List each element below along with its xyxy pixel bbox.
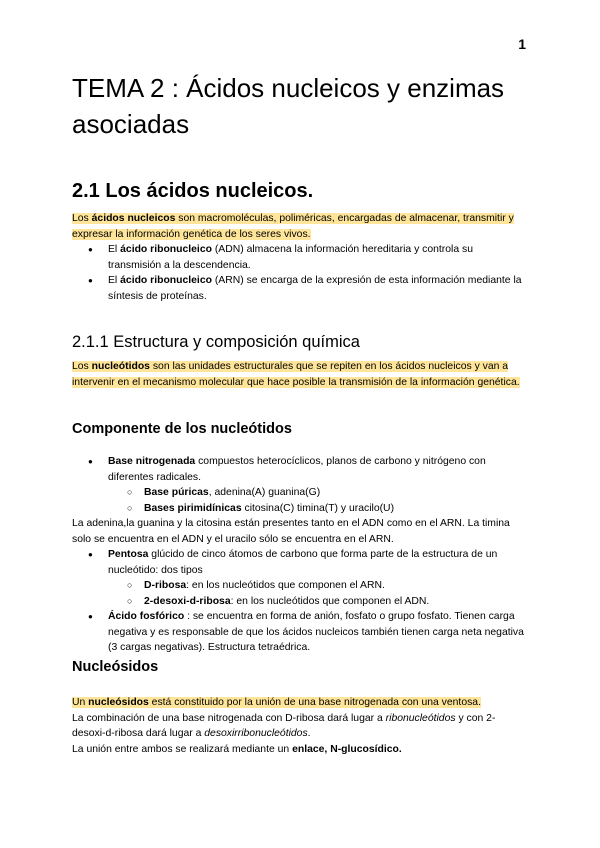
list-item-adn: ● El ácido ribonucleico (ADN) almacena la información hereditaria y controla su transmisión a la descendencia. bbox=[72, 242, 528, 273]
list-item-desoxi-ribosa: ○ 2-desoxi-d-ribosa: en los nucleótidos que componen el ADN. bbox=[72, 594, 528, 610]
nucleotidos-definition bbox=[72, 359, 528, 390]
section-heading-estructura: 2.1.1 Estructura y composición química bbox=[72, 333, 360, 351]
highlighted-text: Los nucleótidos son las unidades estructurales que se repiten en los ácidos nucleicos y van a intervenir en el mecanismo molecular que hace posible la transmisión de la información genética. bbox=[72, 361, 520, 388]
components-list-2 bbox=[72, 547, 528, 656]
list-item-bases-puricas: ○ Base púricas, adenina(A) guanina(G) bbox=[72, 485, 528, 501]
nucleosidos-body bbox=[72, 695, 528, 757]
acidos-nucleicos-definition bbox=[72, 211, 528, 242]
nucleosidos-bond: La unión entre ambos se realizará mediante un enlace, N-glucosídico. bbox=[72, 743, 402, 755]
document-title: TEMA 2 : Ácidos nucleicos y enzimas asociadas bbox=[72, 73, 505, 139]
components-body bbox=[72, 454, 528, 656]
bases-note: La adenina,la guanina y la citosina están presentes tanto en el ADN como en el ARN. La timina solo se encuentra en el ADN y el uracilo sólo se encuentra en el ARN. bbox=[72, 518, 510, 545]
highlighted-text: Un nucleósidos está constituido por la unión de una base nitrogenada con una ventosa. bbox=[72, 697, 481, 708]
section-2-body bbox=[72, 359, 528, 390]
heading-componentes: Componente de los nucleótidos bbox=[72, 421, 292, 437]
acidos-list bbox=[72, 242, 528, 304]
list-item-acido-fosforico: ● Ácido fosfórico : se encuentra en forma de anión, fosfato o grupo fosfato. Tienen carga negativa y es responsable de que los ácidos nucleicos también tienen carga neta negativa (3 cargas negativas). Estructura tetraédrica. bbox=[72, 609, 528, 656]
list-item-arn: ● El ácido ribonucleico (ARN) se encarga de la expresión de esta información mediante la síntesis de proteínas. bbox=[72, 273, 528, 304]
nucleosidos-definition bbox=[72, 695, 528, 711]
section-heading-acidos-nucleicos: 2.1 Los ácidos nucleicos. bbox=[72, 180, 314, 202]
page-number: 1 bbox=[518, 36, 526, 52]
heading-nucleosidos: Nucleósidos bbox=[72, 659, 159, 675]
nucleosidos-combination: La combinación de una base nitrogenada con D-ribosa dará lugar a ribonucleótidos y con 2-desoxi-d-ribosa dará lugar a desoxirribonucleótidos. bbox=[72, 712, 496, 739]
highlighted-text: Los ácidos nucleicos son macromoléculas, poliméricas, encargadas de almacenar, transmitir y expresar la información genética de los seres vivos. bbox=[72, 213, 514, 240]
section-1-body bbox=[72, 211, 528, 304]
list-item-pentosa: ● Pentosa glúcido de cinco átomos de carbono que forma parte de la estructura de un nucleótido: dos tipos bbox=[72, 547, 528, 578]
list-item-d-ribosa: ○ D-ribosa: en los nucleótidos que componen el ARN. bbox=[72, 578, 528, 594]
components-list bbox=[72, 454, 528, 516]
list-item-base-nitrogenada: ● Base nitrogenada compuestos heterocíclicos, planos de carbono y nitrógeno con diferentes radicales. bbox=[72, 454, 528, 485]
list-item-bases-pirimidinicas: ○ Bases pirimidínicas citosina(C) timina(T) y uracilo(U) bbox=[72, 501, 528, 517]
